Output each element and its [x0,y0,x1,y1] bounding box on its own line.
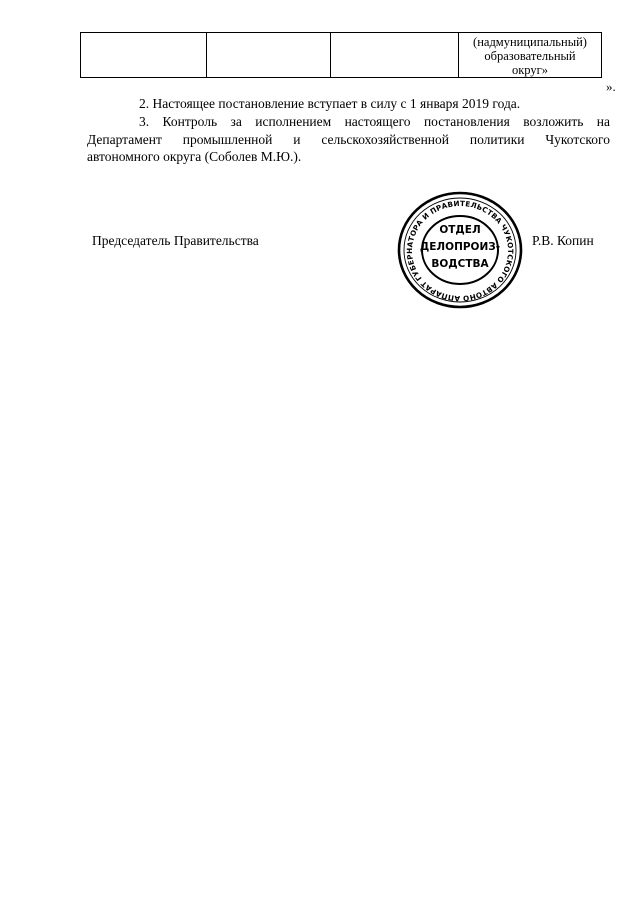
signatory-name: Р.В. Копин [532,233,594,248]
table-fragment [80,32,602,78]
paragraph-3-line: Департамент промышленной и сельскохозяйственной политики Чукотского [87,131,610,147]
closing-quote: ». [606,79,616,94]
paragraph-2: 2. Настоящее постановление вступает в силу с 1 января 2019 года. [139,96,521,111]
table-cell-empty [331,33,459,78]
cell-line: образовательный [484,49,576,63]
paragraph-3-line: 3. Контроль за исполнением настоящего постановления возложить на [139,114,610,129]
signatory-title: Председатель Правительства [92,233,259,248]
stamp-ring-text: АППАРАТ ГУБЕРНАТОРА И ПРАВИТЕЛЬСТВА ЧУКОТСКОГО АВТОНОМНОГО ОКРУГА [389,181,516,304]
stamp-center-line: ДЕЛОПРОИЗ- [419,241,501,253]
official-stamp [389,181,527,312]
cell-line: (надмуниципальный) [473,35,587,49]
stamp-seal-icon [389,181,527,312]
table-cell-empty [81,33,207,78]
cell-line: округ» [511,63,549,77]
table-cell-empty [207,33,331,78]
table-cell-district-type [459,33,602,78]
table-row [81,33,602,78]
paragraph-3-line: автономного округа (Соболев М.Ю.). [87,149,302,164]
stamp-center-line: ОТДЕЛ [439,224,481,236]
paragraph-3 [87,113,610,166]
stamp-center-line: ВОДСТВА [431,258,489,270]
